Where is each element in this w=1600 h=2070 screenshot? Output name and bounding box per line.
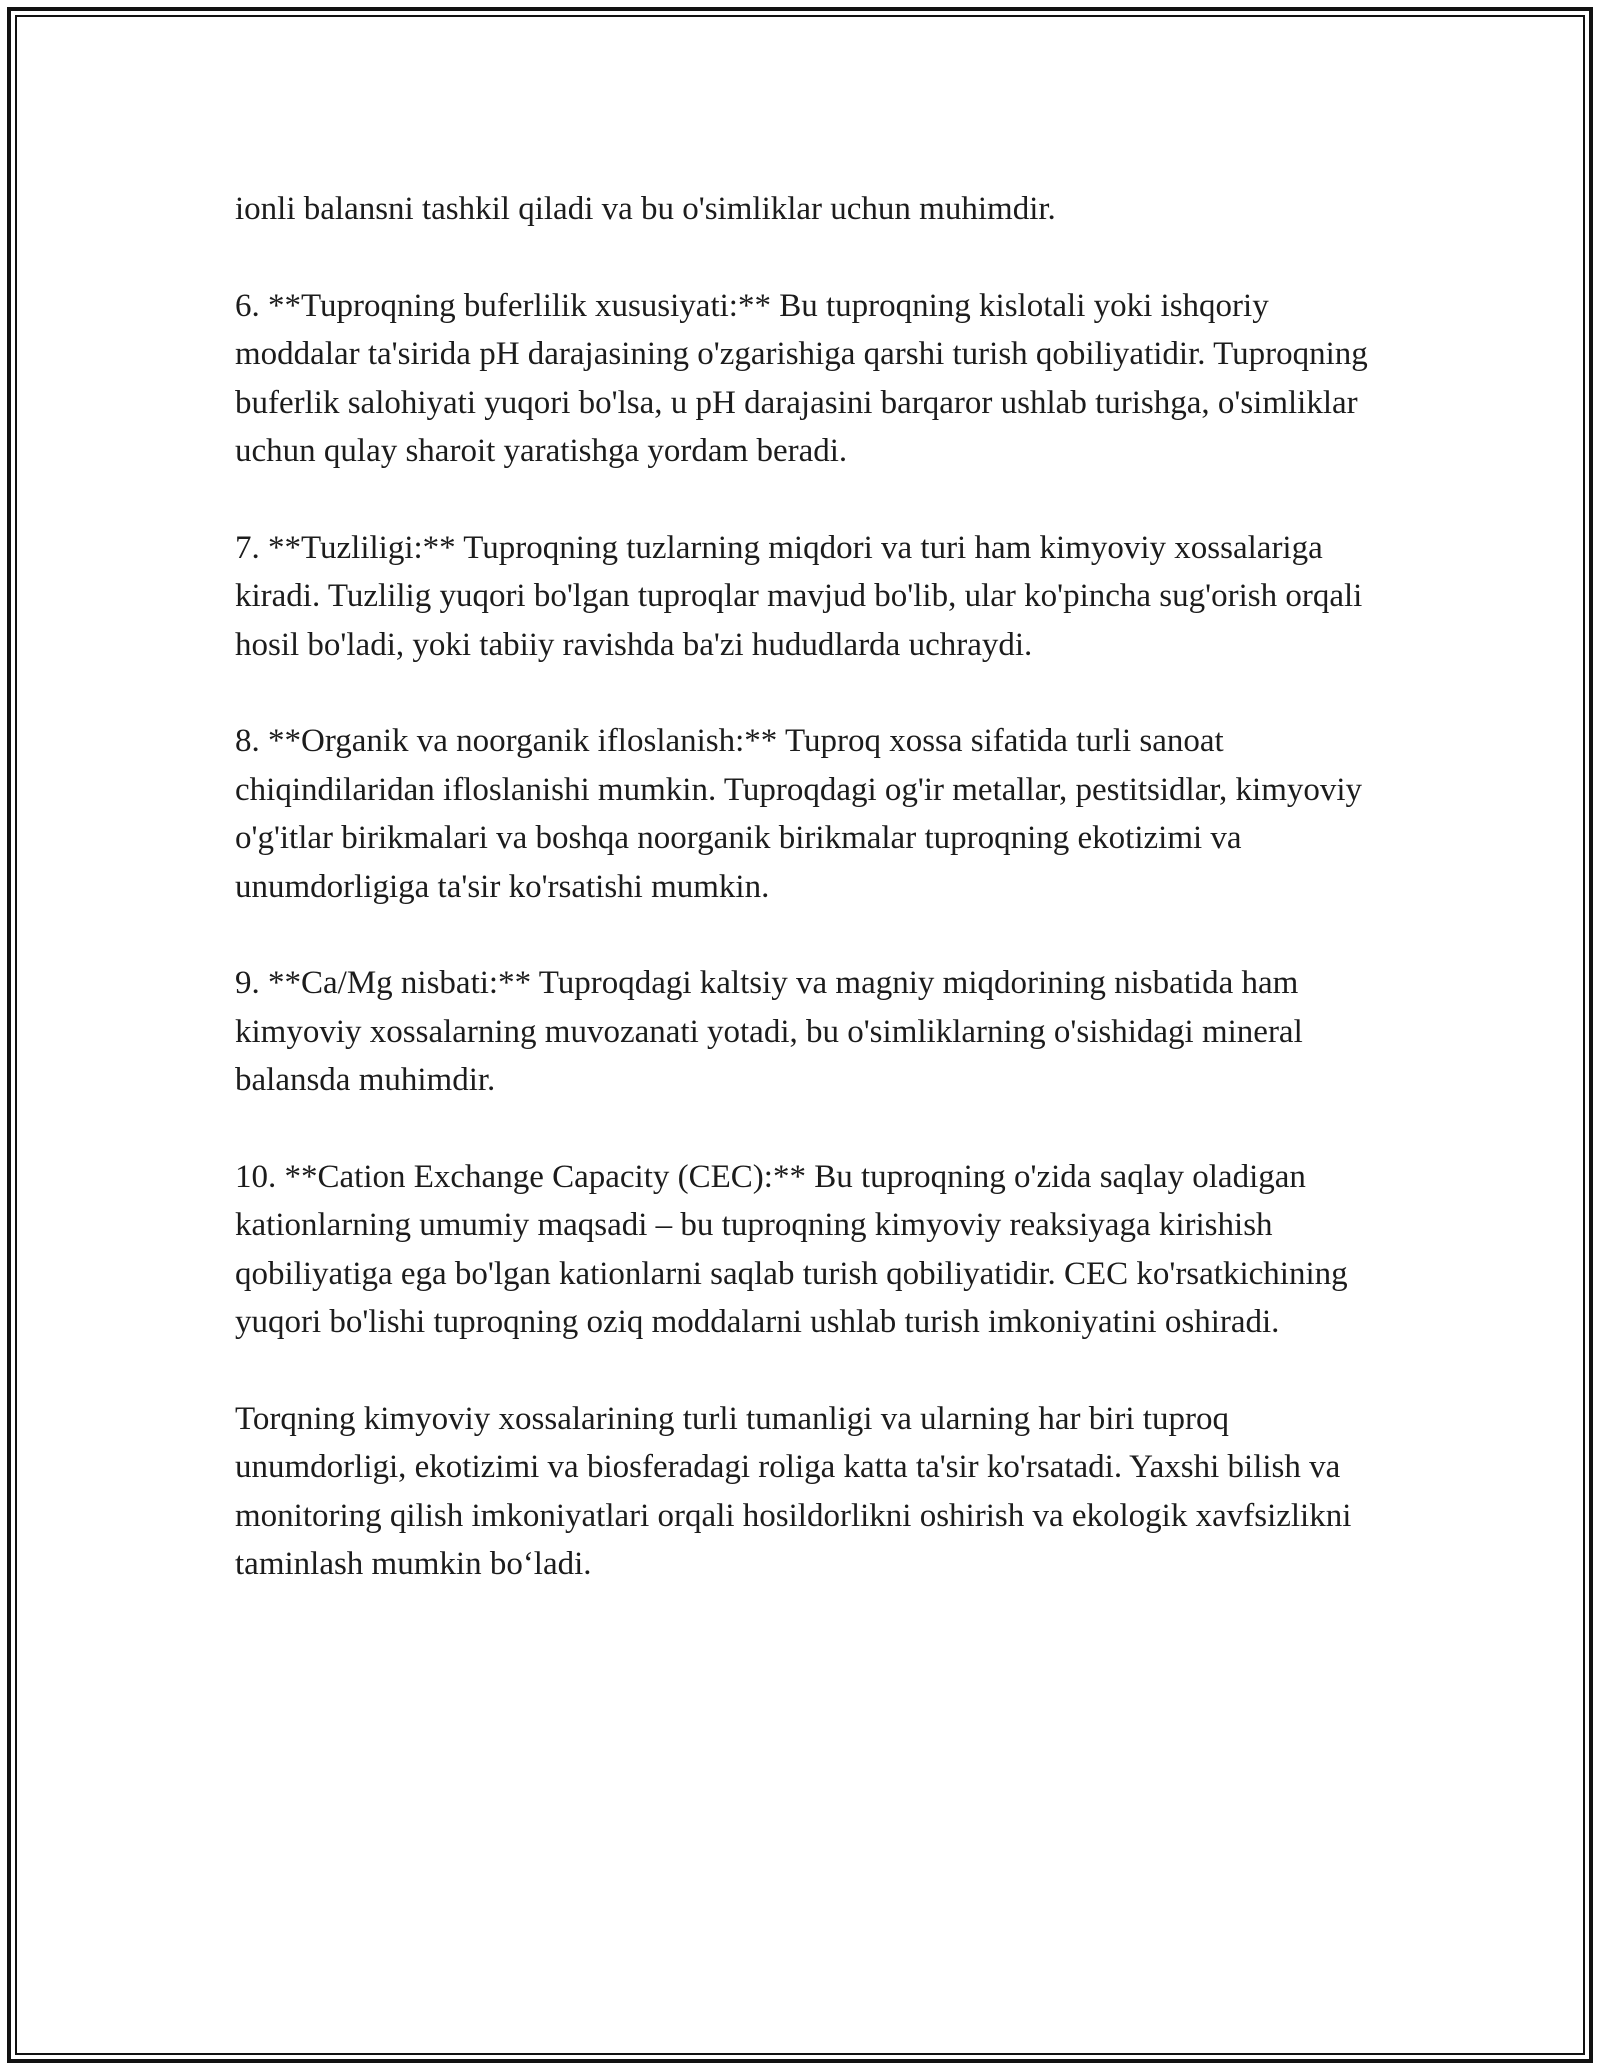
paragraph-item-8-pollution: 8. **Organik va noorganik ifloslanish:** Tuproq xossa sifatida turli sanoat chiqindilaridan ifloslanishi mumkin. Tuproqdagi og'ir metallar, pestitsidlar, kimyoviy o'g'itlar birikmalari va boshqa noorganik birikmalar tuproqning ekotizimi va unumdorligiga ta'sir ko'rsatishi mumkin. xyxy=(235,723,1363,905)
paragraph-conclusion: Torqning kimyoviy xossalarining turli tumanligi va ularning har biri tuproq unumdorligi, ekotizimi va biosferadagi roliga katta ta'sir ko'rsatadi. Yaxshi bilish va monitoring qilish imkoniyatlari orqali hosildorlikni oshirish va ekologik xavfsizlikni taminlash mumkin bo‘ladi. xyxy=(235,1401,1352,1583)
paragraph-item-6-buffering: 6. **Tuproqning buferlilik xususiyati:** Bu tuproqning kislotali yoki ishqoriy moddalar ta'sirida pH darajasining o'zgarishiga qarshi turish qobiliyatidir. Tuproqning buferlik salohiyati yuqori bo'lsa, u pH darajasini barqaror ushlab turishga, o'simliklar uchun qulay sharoit yaratishga yordam beradi. xyxy=(235,287,1368,470)
paragraph-item-7-salinity: 7. **Tuzliligi:** Tuproqning tuzlarning miqdori va turi ham kimyoviy xossalariga kiradi. Tuzlilig yuqori bo'lgan tuproqlar mavjud bo'lib, ular ko'pincha sug'orish orqali hosil bo'ladi, yoki tabiiy ravishda ba'zi hududlarda uchraydi. xyxy=(235,529,1363,663)
paragraph-continuation: ionli balansni tashkil qiladi va bu o'simliklar uchun muhimdir. xyxy=(235,191,1056,227)
paragraph-item-10-cec: 10. **Cation Exchange Capacity (CEC):** Bu tuproqning o'zida saqlay oladigan kationlarning umumiy maqsadi – bu tuproqning kimyoviy reaksiyaga kirishish qobiliyatiga ega bo'lgan kationlarni saqlab turish qobiliyatidir. CEC ko'rsatkichining yuqori bo'lishi tuproqning oziq moddalarni ushlab turish imkoniyatini oshiradi. xyxy=(235,1159,1348,1341)
paragraph-item-9-ca-mg-ratio: 9. **Ca/Mg nisbati:** Tuproqdagi kaltsiy va magniy miqdorining nisbatida ham kimyoviy xossalarning muvozanati yotadi, bu o'simliklarning o'sishidagi mineral balansda muhimdir. xyxy=(235,965,1303,1099)
document-body xyxy=(235,185,1375,1637)
